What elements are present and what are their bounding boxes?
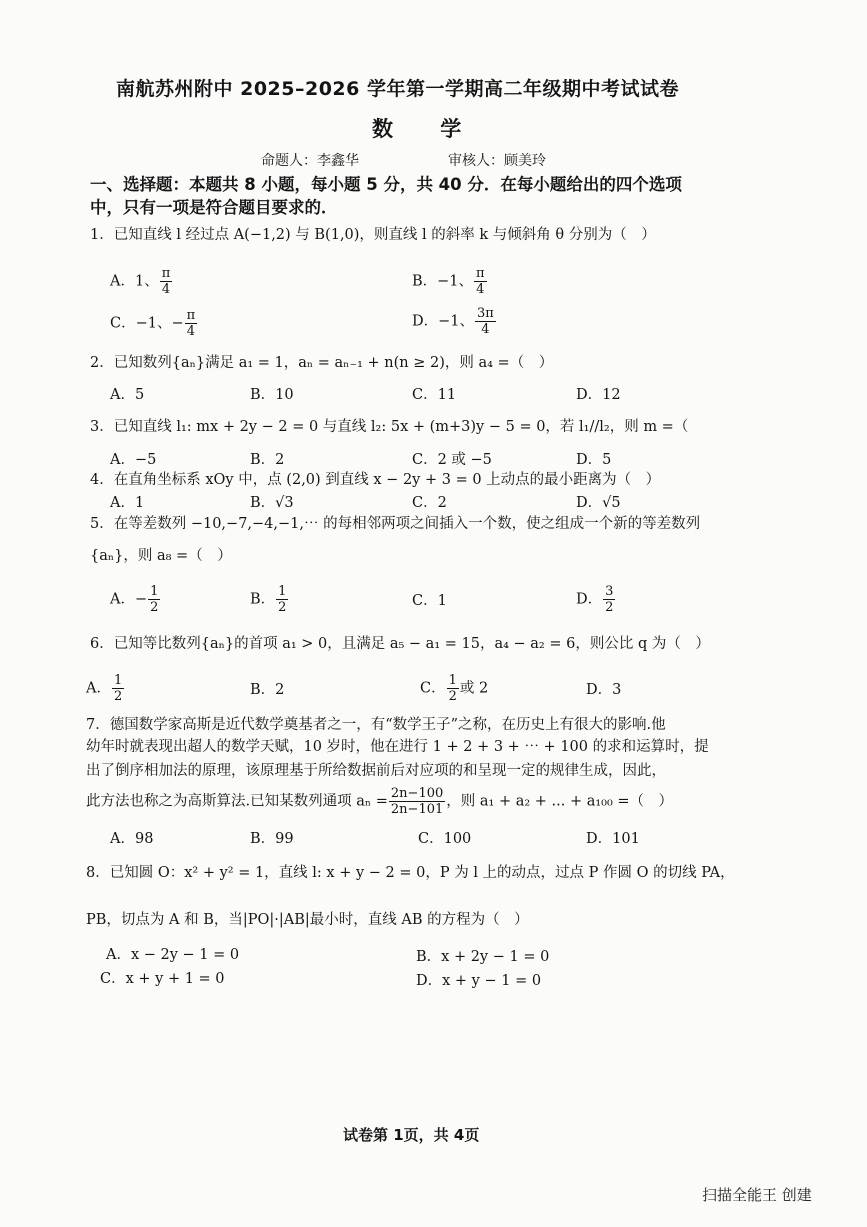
question-6-option-a: A． $\frac{1}{2}$ [86, 673, 123, 704]
question-4-option-a: A．1 [110, 495, 145, 511]
question-8-option-c: C．x + y + 1 = 0 [100, 971, 225, 987]
section-heading-line2: 中，只有一项是符合题目要求的． [90, 198, 338, 217]
question-6-option-b: B．2 [250, 682, 285, 698]
question-6-stem: 6．已知等比数列{aₙ}的首项 a₁ > 0，且满足 a₅ − a₁ = 15，a₄ − a₂ = 6，则公比 q 为（ ） [90, 636, 710, 652]
question-5-option-a: A．− $\frac{1}{2}$ [110, 584, 159, 615]
question-3-option-d: D．5 [576, 452, 612, 468]
question-3-stem: 3．已知直线 l₁: mx + 2y − 2 = 0 与直线 l₂: 5x + (m+3)y − 5 = 0，若 l₁//l₂，则 m =（ [90, 419, 689, 435]
question-2-option-b: B．10 [250, 387, 294, 403]
question-2-stem: 2．已知数列{aₙ}满足 a₁ = 1，aₙ = aₙ₋₁ + n(n ≥ 2)，则 a₄ =（ ） [90, 355, 554, 371]
question-7-line2: 幼年时就表现出超人的数学天赋，10 岁时，他在进行 1 + 2 + 3 + ⋯ + 100 的求和运算时，提 [86, 739, 709, 755]
question-7-option-d: D．101 [586, 831, 640, 847]
question-5-stem-line2: {aₙ}，则 a₈ =（ ） [90, 548, 232, 564]
question-3-option-b: B．2 [250, 452, 285, 468]
question-7-line3: 出了倒序相加法的原理，该原理基于所给数据前后对应项的和呈现一定的规律生成，因此， [86, 763, 666, 779]
question-7-line1: 7．德国数学家高斯是近代数学奠基者之一，有“数学王子”之称，在历史上有很大的影响.他 [86, 717, 666, 733]
author-line: 命题人：李鑫华 [261, 153, 359, 169]
question-3-option-c: C．2 或 −5 [412, 452, 492, 468]
question-2-option-c: C．11 [412, 387, 457, 403]
question-8-line1: 8．已知圆 O：x² + y² = 1，直线 l: x + y − 2 = 0，P 为 l 上的动点，过点 P 作圆 O 的切线 PA， [86, 865, 735, 881]
question-5-option-c: C．1 [412, 593, 447, 609]
scanner-watermark: 扫描全能王 创建 [702, 1186, 812, 1204]
question-3-option-a: A．−5 [110, 452, 157, 468]
question-6-option-d: D．3 [586, 682, 622, 698]
question-6-option-c: C． $\frac{1}{2}$ 或 2 [420, 673, 489, 704]
exam-title: 南航苏州附中 2025–2026 学年第一学期高二年级期中考试试卷 [116, 78, 679, 100]
question-7-option-c: C．100 [418, 831, 472, 847]
question-1-option-c: C．−1、− $\frac{\pi}{4}$ [110, 308, 196, 339]
question-4-option-c: C．2 [412, 495, 447, 511]
question-1-option-d: D．−1、 $\frac{3\pi}{4}$ [412, 306, 494, 337]
question-5-option-b: B． $\frac{1}{2}$ [250, 584, 287, 615]
question-1-option-a: A．1、 $\frac{\pi}{4}$ [110, 266, 171, 297]
question-7-line4: 此方法也称之为高斯算法.已知某数列通项 aₙ = $\frac{2n-100}{2n-101}$ ，则 a₁ + a₂ + ... + a₁₀₀ =（ ） [86, 786, 674, 817]
question-4-option-d: D．√5 [576, 495, 621, 511]
question-5-stem-line1: 5．在等差数列 −10,−7,−4,−1,⋯ 的每相邻两项之间插入一个数，使之组成一个新的等差数列 [90, 516, 701, 532]
question-4-stem: 4．在直角坐标系 xOy 中，点 (2,0) 到直线 x − 2y + 3 = 0 上动点的最小距离为（ ） [90, 472, 661, 488]
question-8-option-d: D．x + y − 1 = 0 [416, 973, 542, 989]
reviewer-line: 审核人：顾美玲 [448, 153, 546, 169]
question-8-option-b: B．x + 2y − 1 = 0 [416, 949, 550, 965]
question-5-option-d: D． $\frac{3}{2}$ [576, 584, 614, 615]
section-heading-line1: 一、选择题：本题共 8 小题，每小题 5 分，共 40 分．在每小题给出的四个选项 [90, 175, 682, 194]
subject-title: 数 学 [372, 117, 482, 141]
question-8-line2: PB，切点为 A 和 B，当|PO|·|AB|最小时，直线 AB 的方程为（ ） [86, 912, 529, 928]
question-1-stem: 1．已知直线 l 经过点 A(−1,2) 与 B(1,0)，则直线 l 的斜率 k 与倾斜角 θ 分别为（ ） [90, 227, 656, 243]
question-4-option-b: B．√3 [250, 495, 294, 511]
question-2-option-a: A．5 [110, 387, 145, 403]
question-7-option-a: A．98 [110, 831, 154, 847]
question-8-option-a: A．x − 2y − 1 = 0 [106, 947, 240, 963]
page-footer: 试卷第 1页，共 4页 [343, 1126, 480, 1144]
question-2-option-d: D．12 [576, 387, 621, 403]
question-1-option-b: B．−1、 $\frac{\pi}{4}$ [412, 266, 485, 297]
question-7-option-b: B．99 [250, 831, 294, 847]
